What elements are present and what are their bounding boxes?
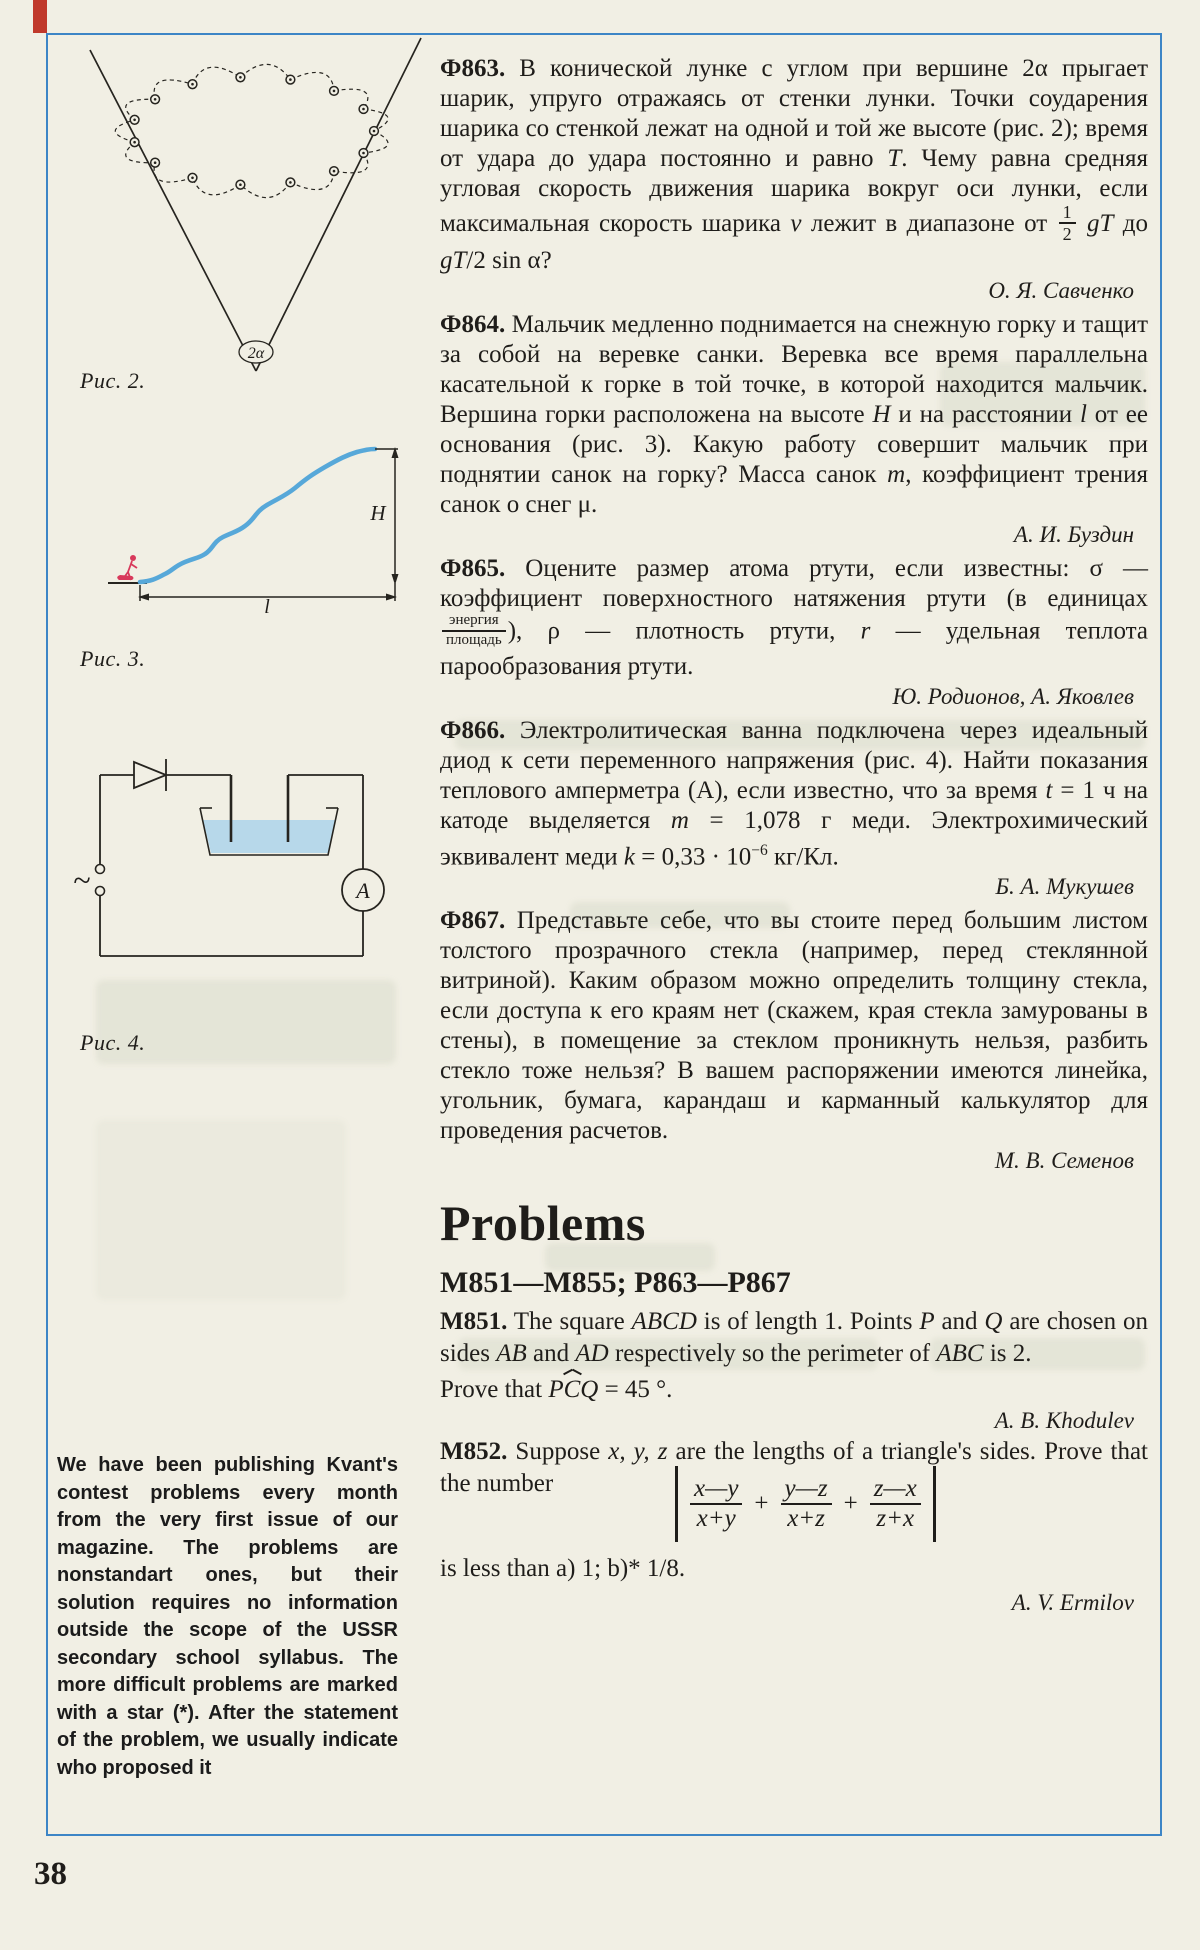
- m852-formula: $\frac{x—y}{x+y}$ + $\frac{y—z}{x+z}$ + $\frac{z—x}{z+x}$: [675, 1466, 936, 1542]
- problem-f864-text: Ф864. Мальчик медленно поднимается на снежную горку и тащит за собой на веревке санки. Веревка все время параллельна касательной к горке в той точке, в которой находится мальчик. Вершина горки расположена на высоте Н и на расстоянии l от ее основания (рис. 3). Какую работу совершит мальчик при поднятии санок на горку? Масса санок m, коэффициент трения санок о снег μ.: [440, 311, 1148, 519]
- problem-number-range: M851—M855; P863—P867: [440, 1266, 791, 1300]
- figure4-caption: Рис. 4.: [80, 1030, 146, 1055]
- problem-m852-text: M852. Suppose x, y, z are the lengths of a triangle's sides. Prove that the number: [440, 1438, 1148, 1498]
- problem-f863-text: Ф863. В конической лунке с углом при вершине 2α прыгает шарик, упруго отражаясь от стенки лунки. Точки соударения шарика со стенкой лежат на одной и той же высоте (рис. 2); время от удара до удара постоянно и равно Т. Чему равна средняя угловая скорость движения шарика вокруг оси лунки, если максимальная скорость шарика v лежит в диапазоне от $\frac{1}{2}$ gT до gT/2 sin α?: [440, 55, 1149, 275]
- problem-m852-author: A. V. Ermilov: [1011, 1590, 1134, 1616]
- problem-m851-prove-line: Prove that PCQ = 45 °.: [440, 1376, 673, 1404]
- main-text-column: [440, 54, 1148, 1618]
- figure-circuit-diagram: [70, 745, 400, 975]
- bouncing-balls: [130, 73, 378, 189]
- ball-trajectory-arcs: [115, 64, 388, 197]
- problem-f864-author: А. И. Буздин: [1013, 522, 1134, 548]
- page-number: 38: [34, 1856, 67, 1892]
- problem-m851-author: A. B. Khodulev: [994, 1408, 1134, 1434]
- balls-center-dots: [133, 76, 375, 186]
- problem-f866-author: Б. А. Мукушев: [995, 874, 1134, 900]
- problem-f867-author: М. В. Семенов: [994, 1148, 1134, 1174]
- problem-f866-text: Ф866. Электролитическая ванна подключена через идеальный диод к сети переменного напряжения (рис. 4). Найти показания теплового амперметра (А), если известно, что за время t = 1 ч на катоде выделяется m = 1,078 г меди. Электрохимический эквивалент меди $k = 0,33 \cdot 10^{-6}$ кг/Кл.: [440, 716, 1148, 871]
- h-dimension-arrow: [392, 447, 399, 601]
- sled-boy-figure: [117, 555, 137, 580]
- problem-f863-author: О. Я. Савченко: [988, 278, 1134, 304]
- cone-outline: [90, 38, 421, 371]
- m852-answer-options: is less than a) 1; b)* 1/8.: [440, 1555, 686, 1583]
- figure-cone-diagram: [60, 36, 430, 396]
- ac-source-icon: [73, 862, 104, 898]
- figure2-caption: Рис. 2.: [80, 368, 146, 393]
- svg-text:A: A: [356, 878, 370, 903]
- problem-m852-block: [440, 1436, 1148, 1618]
- problem-f865-text: Ф865. Оцените размер атома ртути, если известны: σ — коэффициент поверхностного натяжения ртути (в единицах $\frac{\text{энергия}}{\text{площадь}}$ ), ρ — плотность ртути, r — удельная теплота парообразования ртути.: [440, 555, 1149, 680]
- problems-section-heading: Problems: [440, 1195, 646, 1252]
- bath-liquid: [203, 820, 335, 853]
- problem-m851-text: M851. The square ABCD is of length 1. Points P and Q are chosen on sides AB and AD respectively so the perimeter of ABC is 2.: [440, 1308, 1148, 1368]
- problem-f865-author: Ю. Родионов, А. Яковлев: [892, 683, 1134, 709]
- figure-hill-diagram: [95, 430, 425, 615]
- length-label: l: [264, 596, 270, 615]
- problem-f867-text: Ф867. Представьте себе, что вы стоите перед большим листом толстого прозрачного стекла (например, перед стеклянной витриной). Каким образом можно определить толщину стекла, если доступа к его краям нет (скажем, края стекла замурованы в стены), в помещение за стеклом проникнуть нельзя, разбить стекло тоже нельзя? В вашем распоряжении имеются линейка, угольник, бумага, карандаш и карманный калькулятор для проведения расчетов.: [440, 907, 1148, 1145]
- height-label: H: [370, 501, 386, 525]
- diode-icon: [134, 759, 166, 791]
- ammeter-icon: [342, 869, 384, 911]
- hill-curve: [140, 449, 375, 582]
- show-through-smudge: [96, 1120, 346, 1300]
- red-edge-mark: [33, 0, 47, 33]
- svg-text:~: ~: [73, 862, 91, 898]
- vertex-angle-label: 2α: [247, 345, 265, 362]
- contest-intro-text: We have been publishing Kvant's contest problems every month from the very first issue of our magazine. The problems are nonstandart ones, but their solution requires no information outside the scope of the USSR secondary school syllabus. The more difficult problems are marked with a star (*). After the statement of the problem, we usually indicate who proposed it: [57, 1454, 398, 1779]
- figure3-caption: Рис. 3.: [80, 646, 146, 671]
